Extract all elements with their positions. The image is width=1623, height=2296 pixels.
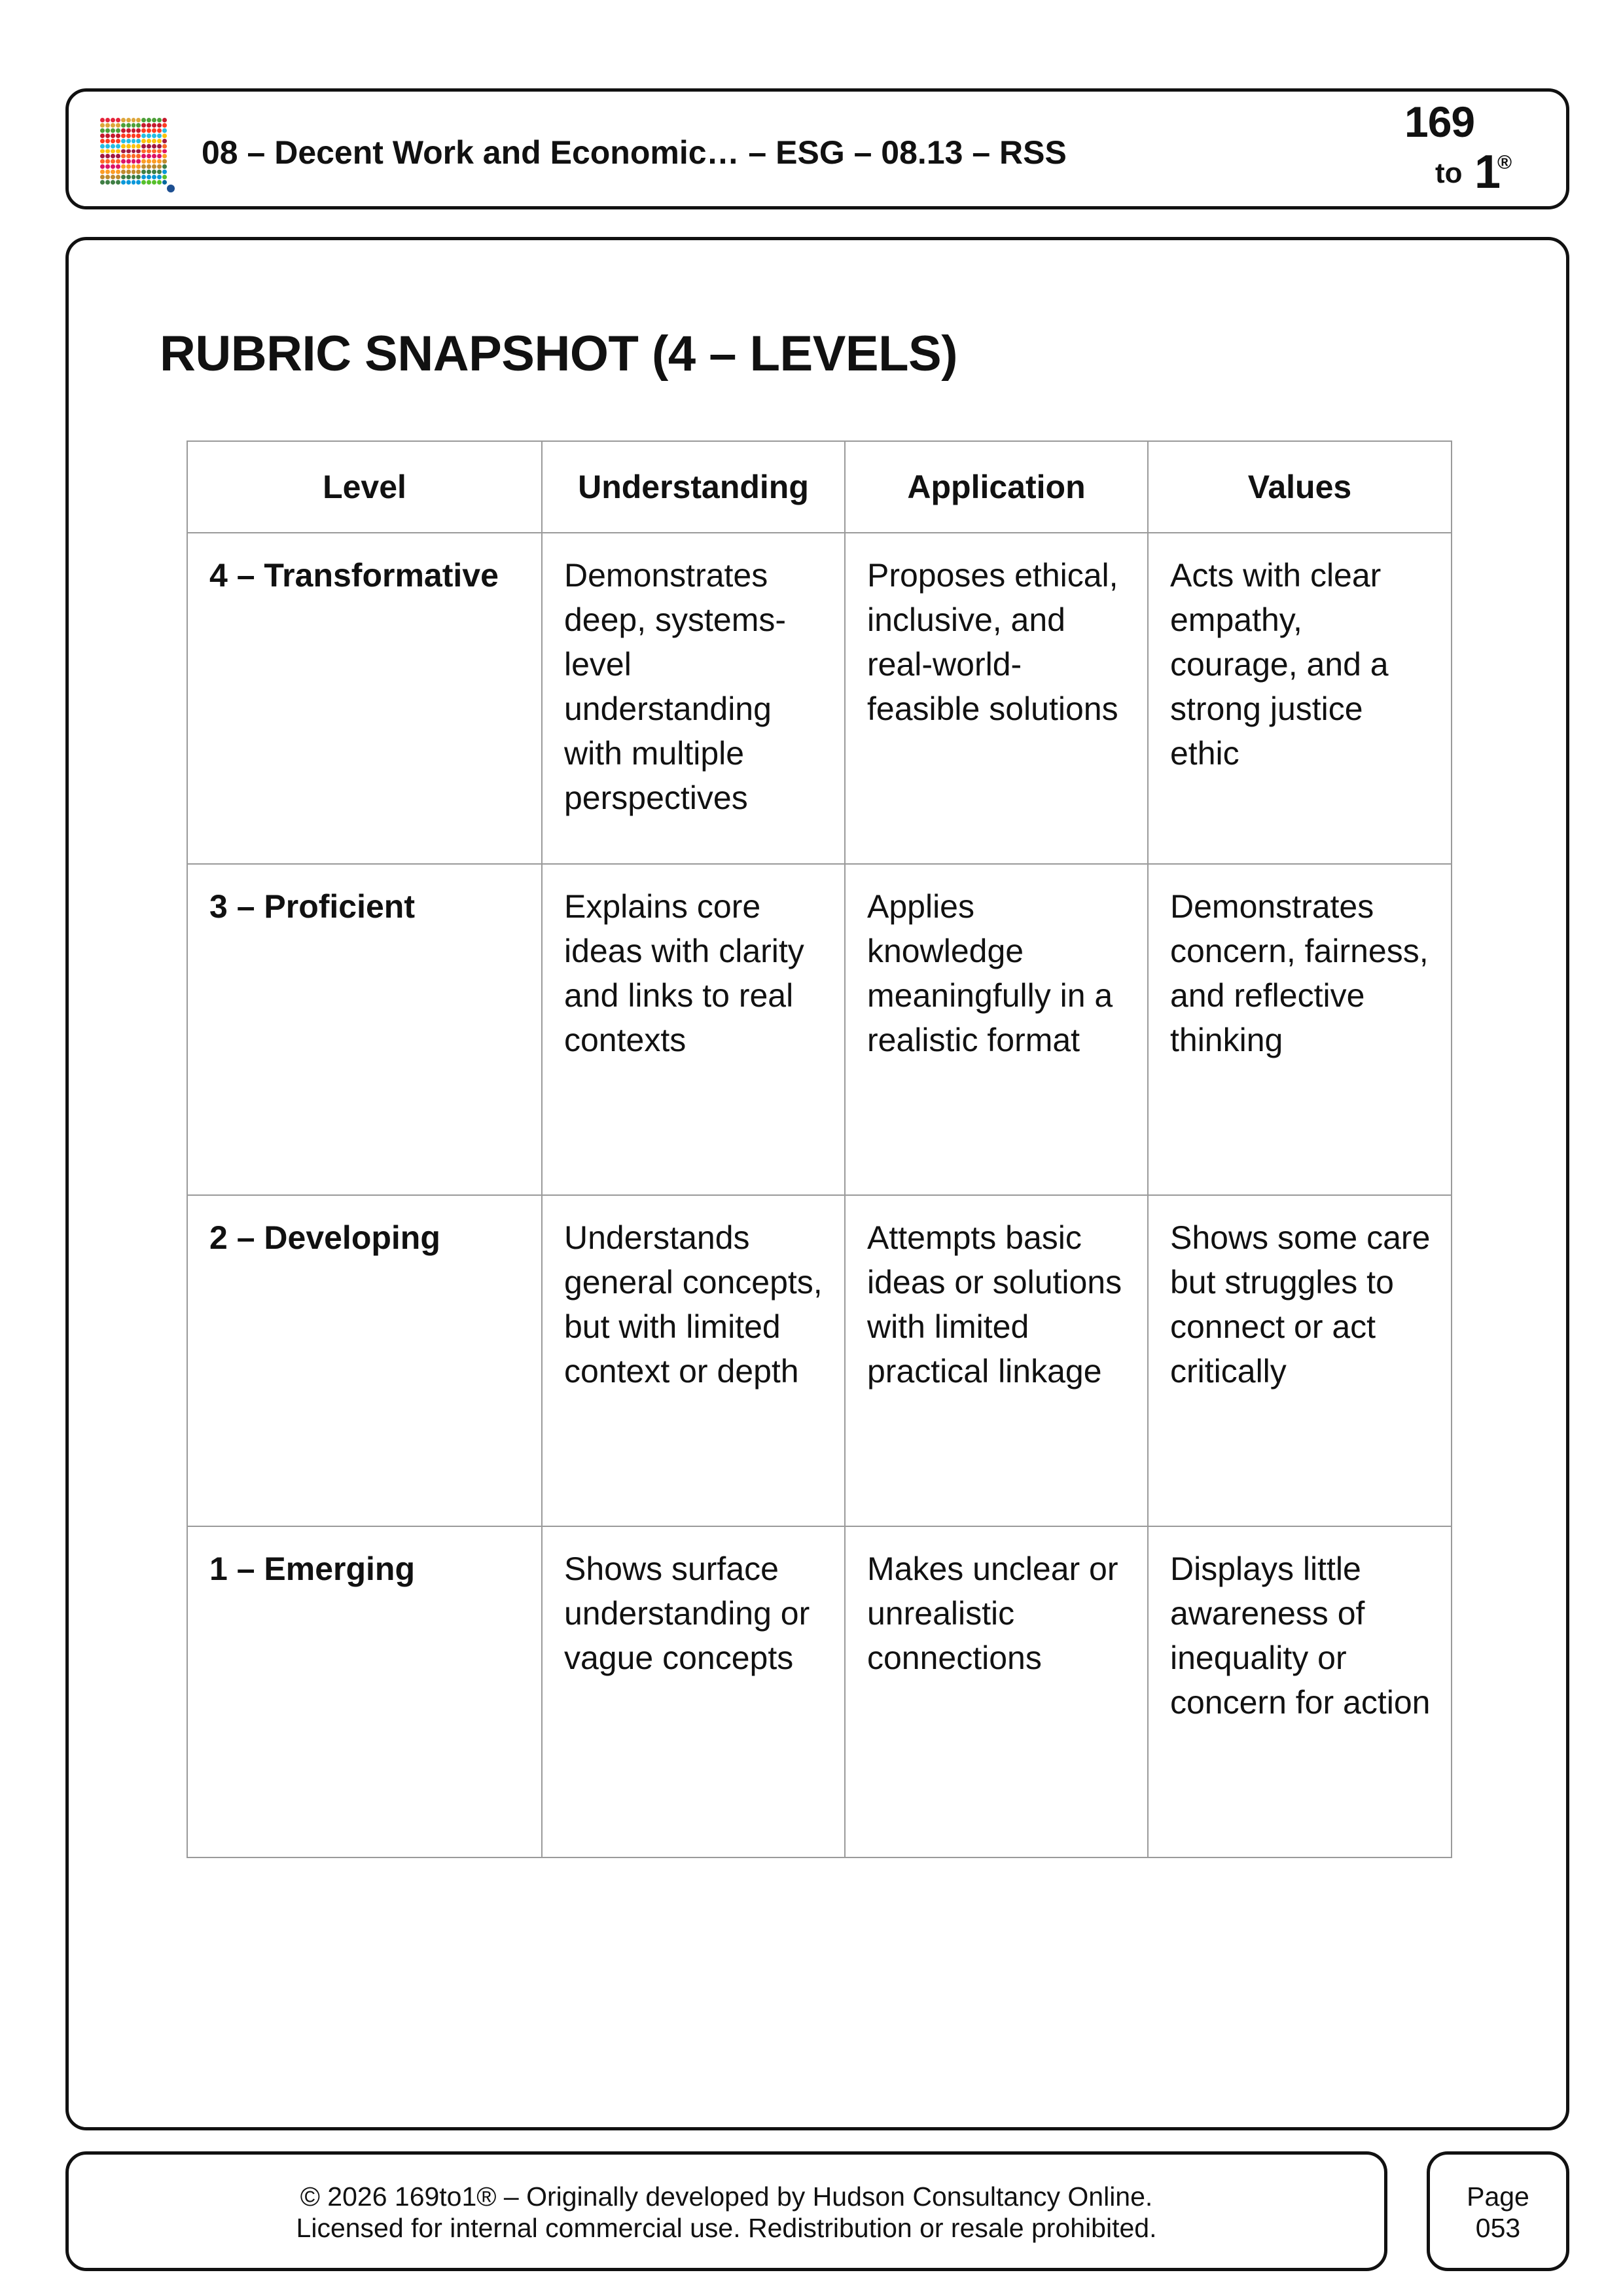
logo-dot [157,170,162,174]
colored-dot-grid-logo-icon [100,118,167,185]
logo-dot [152,128,156,133]
logo-dot [152,170,156,174]
understanding-cell: Explains core ideas with clarity and links to real contexts [542,864,845,1195]
page-number [1430,2181,1566,2244]
values-cell: Displays little awareness of inequality or concern for action [1148,1526,1452,1857]
logo-dot [111,134,115,138]
logo-dot [100,154,105,158]
logo-dot [132,134,136,138]
logo-dot [126,170,131,174]
logo-dot [121,134,126,138]
logo-dot [162,154,167,158]
logo-dot [162,118,167,122]
logo-dot [121,180,126,185]
logo-dot [126,118,131,122]
logo-dot [121,149,126,154]
logo-dot [111,128,115,133]
logo-dot [116,134,120,138]
logo-dot [136,128,141,133]
logo-dot [162,175,167,179]
logo-dot [116,139,120,143]
logo-dot [152,144,156,149]
logo-dot [116,159,120,164]
page-number-box [1427,2151,1569,2271]
brand-one: 1 [1474,146,1501,198]
logo-dot [141,149,146,154]
logo-dot [126,154,131,158]
logo-dot [132,180,136,185]
brand-to: to [1435,157,1463,189]
column-header-level: Level [187,441,542,533]
logo-dot [111,149,115,154]
logo-dot [132,159,136,164]
logo-dot [105,159,110,164]
table-row [187,1195,1452,1526]
page-title: RUBRIC SNAPSHOT (4 – LEVELS) [160,326,958,382]
logo-dot [141,180,146,185]
logo-dot [132,164,136,169]
column-header-values: Values [1148,441,1452,533]
logo-dot [100,180,105,185]
understanding-cell: Shows surface understanding or vague concepts [542,1526,845,1857]
logo-dot [111,164,115,169]
logo-dot [111,123,115,128]
understanding-cell: Demonstrates deep, systems-level understanding with multiple perspectives [542,533,845,864]
column-header-understanding: Understanding [542,441,845,533]
brand-registered-mark: ® [1497,152,1512,173]
logo-dot [121,175,126,179]
logo-dot [152,139,156,143]
page-number-value: 053 [1475,2213,1521,2243]
logo-dot [121,128,126,133]
logo-dot [141,128,146,133]
logo-dot [132,139,136,143]
logo-dot [136,139,141,143]
logo-dot [116,154,120,158]
logo-accent-dot [167,185,175,192]
logo-dot [126,175,131,179]
values-cell: Acts with clear empathy, courage, and a strong justice ethic [1148,533,1452,864]
logo-dot [157,175,162,179]
logo-dot [126,128,131,133]
logo-dot [147,175,151,179]
logo-dot [111,139,115,143]
logo-dot [141,159,146,164]
logo-dot [105,154,110,158]
logo-dot [126,134,131,138]
logo-dot [105,149,110,154]
logo-dot [136,175,141,179]
logo-dot [147,159,151,164]
logo-dot [121,139,126,143]
logo-dot [157,159,162,164]
logo-dot [147,144,151,149]
logo-dot [111,170,115,174]
logo-dot [147,123,151,128]
logo-dot [100,118,105,122]
logo-dot [100,144,105,149]
logo-dot [132,175,136,179]
logo-dot [147,134,151,138]
logo-dot [136,149,141,154]
logo-dot [105,180,110,185]
logo-dot [157,180,162,185]
level-cell: 1 – Emerging [187,1526,542,1857]
table-row [187,1526,1452,1857]
logo-dot [141,123,146,128]
logo-dot [100,164,105,169]
application-cell: Attempts basic ideas or solutions with limited practical linkage [845,1195,1148,1526]
logo-dot [121,154,126,158]
header-title: 08 – Decent Work and Economic… – ESG – 08.13 – RSS [202,134,1067,171]
logo-dot [136,180,141,185]
logo-dot [105,139,110,143]
logo-dot [100,159,105,164]
logo-dot [157,154,162,158]
logo-dot [121,123,126,128]
logo-dot [121,170,126,174]
logo-dot [157,139,162,143]
logo-dot [126,159,131,164]
logo-dot [100,149,105,154]
logo-dot [136,123,141,128]
logo-dot [152,123,156,128]
logo-dot [100,123,105,128]
logo-dot [147,154,151,158]
logo-dot [111,159,115,164]
logo-dot [126,180,131,185]
logo-dot [105,144,110,149]
logo-dot [136,144,141,149]
logo-dot [105,175,110,179]
document-header [65,88,1569,209]
logo-dot [111,144,115,149]
logo-dot [126,139,131,143]
logo-dot [132,170,136,174]
logo-dot [126,164,131,169]
logo-dot [105,123,110,128]
logo-dot [141,175,146,179]
logo-dot [136,164,141,169]
logo-dot [116,170,120,174]
logo-dot [157,128,162,133]
logo-dot [141,154,146,158]
logo-dot [100,134,105,138]
main-panel [65,237,1569,2130]
logo-dot [162,123,167,128]
logo-dot [162,139,167,143]
logo-dot [105,164,110,169]
logo-dot [136,134,141,138]
logo-dot [111,175,115,179]
logo-dot [132,123,136,128]
logo-dot [116,128,120,133]
table-header-row [187,441,1452,533]
logo-dot [162,170,167,174]
logo-dot [116,175,120,179]
logo-dot [121,159,126,164]
logo-dot [157,149,162,154]
logo-dot [152,164,156,169]
logo-dot [126,149,131,154]
logo-dot [152,180,156,185]
logo-dot [105,170,110,174]
logo-dot [157,134,162,138]
logo-dot [157,164,162,169]
logo-dot [152,118,156,122]
logo-dot [116,118,120,122]
logo-dot [141,139,146,143]
logo-dot [141,164,146,169]
table-row [187,533,1452,864]
rubric-table [187,440,1452,1858]
logo-dot [105,134,110,138]
logo-dot [147,170,151,174]
application-cell: Proposes ethical, inclusive, and real-world-feasible solutions [845,533,1148,864]
logo-dot [116,180,120,185]
logo-dot [162,180,167,185]
logo-dot [141,118,146,122]
brand-169: 169 [1404,98,1475,146]
application-cell: Makes unclear or unrealistic connections [845,1526,1148,1857]
logo-dot [132,144,136,149]
understanding-cell: Understands general concepts, but with limited context or depth [542,1195,845,1526]
logo-dot [121,118,126,122]
logo-dot [147,118,151,122]
logo-dot [111,180,115,185]
logo-dot [105,128,110,133]
values-cell: Demonstrates concern, fairness, and reflective thinking [1148,864,1452,1195]
logo-dot [162,159,167,164]
footer-text [69,2181,1384,2244]
logo-dot [111,154,115,158]
logo-dot [136,154,141,158]
footer-license-box [65,2151,1387,2271]
logo-dot [152,149,156,154]
logo-dot [162,128,167,133]
values-cell: Shows some care but struggles to connect or act critically [1148,1195,1452,1526]
column-header-application: Application [845,441,1148,533]
level-cell: 2 – Developing [187,1195,542,1526]
logo-dot [100,175,105,179]
logo-dot [141,144,146,149]
logo-dot [147,180,151,185]
logo-dot [141,170,146,174]
logo-dot [141,134,146,138]
application-cell: Applies knowledge meaningfully in a realistic format [845,864,1148,1195]
footer-copyright-line: © 2026 169to1® – Originally developed by Hudson Consultancy Online. [300,2181,1153,2212]
logo-dot [152,159,156,164]
footer-license-line: Licensed for internal commercial use. Redistribution or resale prohibited. [296,2213,1157,2243]
logo-dot [105,118,110,122]
logo-dot [147,139,151,143]
logo-dot [121,144,126,149]
logo-dot [132,149,136,154]
level-cell: 3 – Proficient [187,864,542,1195]
logo-dot [100,128,105,133]
logo-dot [111,118,115,122]
logo-dot [147,164,151,169]
logo-dot [162,149,167,154]
logo-dot [100,139,105,143]
logo-dot [136,118,141,122]
logo-dot [116,123,120,128]
level-cell: 4 – Transformative [187,533,542,864]
logo-dot [132,154,136,158]
logo-dot [162,164,167,169]
logo-dot [152,175,156,179]
logo-dot [162,144,167,149]
logo-dot [100,170,105,174]
logo-dot [132,128,136,133]
logo-dot [132,118,136,122]
logo-dot [116,144,120,149]
logo-dot [116,149,120,154]
logo-dot [136,159,141,164]
page-label: Page [1467,2181,1529,2212]
logo-dot [152,134,156,138]
logo-dot [121,164,126,169]
logo-dot [126,123,131,128]
logo-dot [147,128,151,133]
logo-dot [147,149,151,154]
logo-dot [152,154,156,158]
logo-dot [157,144,162,149]
logo-dot [116,164,120,169]
logo-dot [157,123,162,128]
logo-dot [162,134,167,138]
table-row [187,864,1452,1195]
logo-dot [126,144,131,149]
logo-dot [136,170,141,174]
logo-dot [157,118,162,122]
